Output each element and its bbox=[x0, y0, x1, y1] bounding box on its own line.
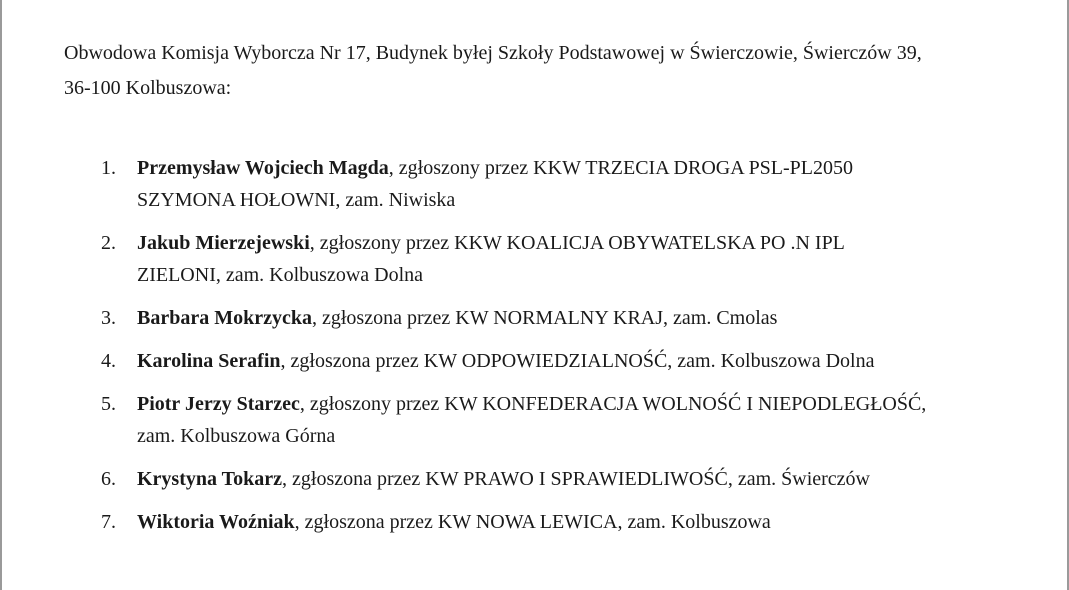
candidate-name: Barbara Mokrzycka bbox=[137, 307, 312, 329]
candidate-line-1 bbox=[137, 152, 1017, 184]
candidate-line-1 bbox=[137, 345, 1017, 377]
header-line-2: 36-100 Kolbuszowa: bbox=[64, 77, 232, 99]
candidate-number: 3. bbox=[101, 307, 116, 329]
candidate-entry bbox=[137, 506, 1017, 538]
candidate-details: , zgłoszona przez KW NORMALNY KRAJ, zam. Cmolas bbox=[311, 307, 778, 329]
candidate-line-1 bbox=[137, 388, 1017, 420]
candidate-item bbox=[0, 463, 1069, 495]
candidate-name: Karolina Serafin bbox=[137, 350, 281, 372]
candidate-details: , zgłoszony przez KKW KOALICJA OBYWATELSKA PO .N IPL bbox=[309, 232, 845, 254]
candidate-details: , zgłoszona przez KW NOWA LEWICA, zam. Kolbuszowa bbox=[294, 511, 771, 533]
candidate-name: Wiktoria Woźniak bbox=[137, 511, 295, 533]
candidate-entry bbox=[137, 463, 1017, 495]
candidate-line-2: SZYMONA HOŁOWNI, zam. Niwiska bbox=[137, 189, 456, 211]
candidate-details: , zgłoszony przez KKW TRZECIA DROGA PSL-PL2050 bbox=[388, 157, 854, 179]
candidate-line-1 bbox=[137, 302, 1017, 334]
candidate-line-1 bbox=[137, 463, 1017, 495]
header-line-1: Obwodowa Komisja Wyborcza Nr 17, Budynek byłej Szkoły Podstawowej w Świerczowie, Świerczów 39, bbox=[64, 42, 922, 64]
candidate-entry bbox=[137, 302, 1017, 334]
candidate-name: Przemysław Wojciech Magda bbox=[137, 157, 389, 179]
candidate-line-1 bbox=[137, 227, 1017, 259]
candidate-entry bbox=[137, 152, 1017, 216]
candidate-line-1 bbox=[137, 506, 1017, 538]
candidate-number: 4. bbox=[101, 350, 116, 372]
candidate-number: 2. bbox=[101, 232, 116, 254]
candidate-details: , zgłoszona przez KW PRAWO I SPRAWIEDLIWOŚĆ, zam. Świerczów bbox=[282, 468, 870, 490]
candidate-item bbox=[0, 302, 1069, 334]
candidate-entry bbox=[137, 345, 1017, 377]
candidate-line-2: zam. Kolbuszowa Górna bbox=[137, 425, 336, 447]
candidate-item bbox=[0, 227, 1069, 291]
candidate-item bbox=[0, 152, 1069, 216]
candidate-number: 5. bbox=[101, 393, 116, 415]
candidate-list bbox=[0, 152, 1069, 549]
candidate-entry bbox=[137, 227, 1017, 291]
candidate-number: 1. bbox=[101, 157, 116, 179]
candidate-details: , zgłoszona przez KW ODPOWIEDZIALNOŚĆ, zam. Kolbuszowa Dolna bbox=[280, 350, 875, 372]
candidate-details: , zgłoszony przez KW KONFEDERACJA WOLNOŚĆ I NIEPODLEGŁOŚĆ, bbox=[299, 393, 927, 415]
candidate-entry bbox=[137, 388, 1017, 452]
candidate-number: 7. bbox=[101, 511, 116, 533]
candidate-name: Piotr Jerzy Starzec bbox=[137, 393, 300, 415]
candidate-line-2: ZIELONI, zam. Kolbuszowa Dolna bbox=[137, 264, 424, 286]
candidate-number: 6. bbox=[101, 468, 116, 490]
candidate-name: Krystyna Tokarz bbox=[137, 468, 283, 490]
candidate-item bbox=[0, 345, 1069, 377]
candidate-name: Jakub Mierzejewski bbox=[137, 232, 310, 254]
commission-header bbox=[64, 36, 1024, 106]
candidate-item bbox=[0, 506, 1069, 538]
candidate-item bbox=[0, 388, 1069, 452]
